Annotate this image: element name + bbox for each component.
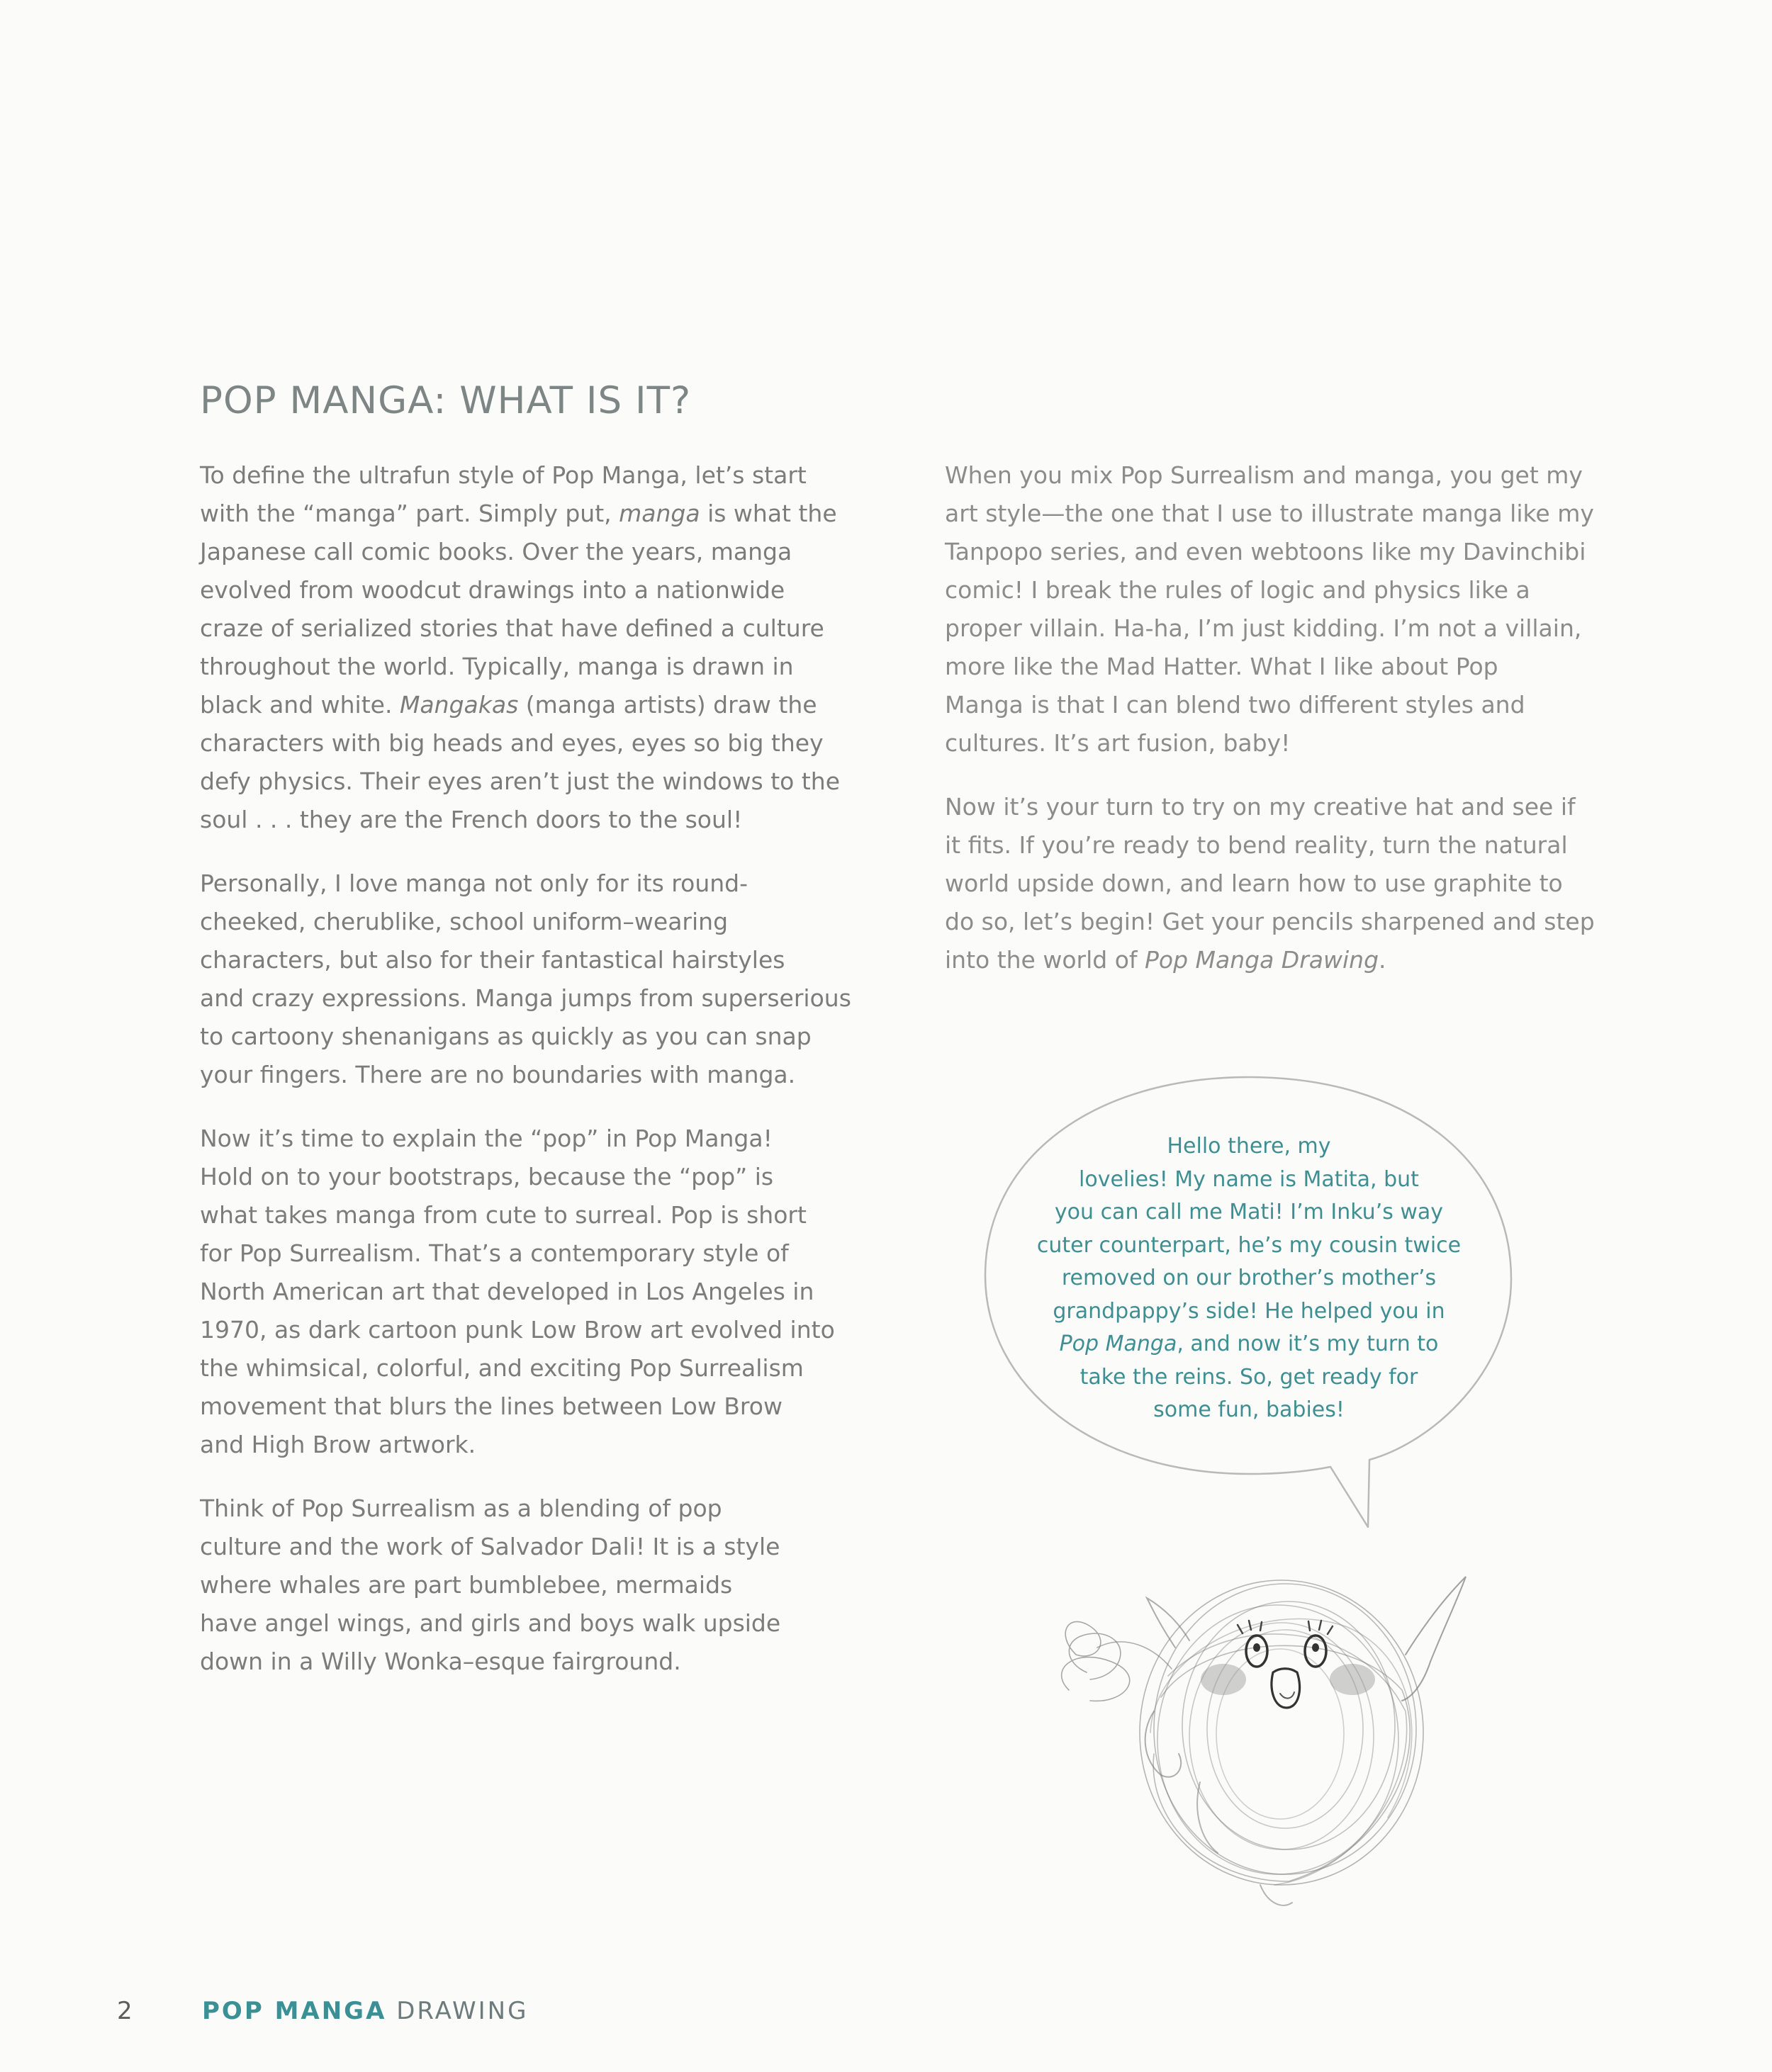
text-line: have angel wings, and girls and boys walk upside: [200, 1609, 781, 1637]
text-line: movement that blurs the lines between Low Brow: [200, 1392, 783, 1420]
text-line: it fits. If you’re ready to bend reality, turn the natural: [945, 831, 1568, 859]
bubble-line: cuter counterpart, he’s my cousin twice: [1036, 1232, 1462, 1258]
text-line: black and white. Mangakas (manga artists) draw the: [200, 691, 817, 719]
bubble-line: lovelies! My name is Matita, but: [1079, 1166, 1419, 1192]
paragraph-manga-definition: [200, 456, 852, 839]
paragraph-your-turn: [945, 788, 1615, 979]
italic-term: Mangakas: [399, 691, 519, 719]
text-line: to cartoony shenanigans as quickly as you can snap: [200, 1023, 812, 1050]
text-line: what takes manga from cute to surreal. Pop is short: [200, 1201, 807, 1229]
mati-character-sketch: [1048, 1548, 1501, 1945]
text-line: culture and the work of Salvador Dali! It is a style: [200, 1533, 780, 1560]
text-line: world upside down, and learn how to use graphite to: [945, 869, 1563, 897]
text-line: into the world of Pop Manga Drawing.: [945, 946, 1386, 974]
text-line: Tanpopo series, and even webtoons like my Davinchibi: [945, 538, 1586, 565]
text-line: characters with big heads and eyes, eyes so big they: [200, 729, 824, 757]
page-number: 2: [117, 1997, 135, 2025]
text-line: do so, let’s begin! Get your pencils sharpened and step: [945, 908, 1595, 935]
bubble-line: take the reins. So, get ready for: [1080, 1364, 1418, 1390]
text-line: craze of serialized stories that have defined a culture: [200, 614, 824, 642]
text-line: cheeked, cherublike, school uniform–wearing: [200, 908, 729, 935]
left-column: [200, 456, 852, 1706]
text-line: with the “manga” part. Simply put, manga is what the: [200, 500, 837, 527]
text-line: Now it’s your turn to try on my creative hat and see if: [945, 793, 1576, 821]
text-line: Hold on to your bootstraps, because the “pop” is: [200, 1163, 774, 1190]
text-line: defy physics. Their eyes aren’t just the windows to the: [200, 767, 841, 795]
right-column: [945, 456, 1615, 1005]
text-line: proper villain. Ha-ha, I’m just kidding. I’m not a villain,: [945, 614, 1582, 642]
text-line: for Pop Surrealism. That’s a contemporary style of: [200, 1239, 789, 1267]
paragraph-love-manga: [200, 865, 852, 1094]
running-title: DRAWING: [386, 1997, 529, 2025]
text-line: your fingers. There are no boundaries with manga.: [200, 1061, 796, 1088]
bubble-line: Pop Manga, and now it’s my turn to: [1059, 1331, 1439, 1356]
text-line: To define the ultrafun style of Pop Manga, let’s start: [200, 461, 807, 489]
paragraph-pop-surrealism: [200, 1490, 852, 1681]
text-line: characters, but also for their fantastical hairstyles: [200, 946, 785, 974]
text-line: Japanese call comic books. Over the years, manga: [200, 538, 792, 565]
bubble-line: removed on our brother’s mother’s: [1061, 1266, 1437, 1290]
italic-book-title: Pop Manga Drawing: [1145, 946, 1379, 974]
text-line: Now it’s time to explain the “pop” in Pop Manga!: [200, 1125, 773, 1152]
text-line: When you mix Pop Surrealism and manga, you get my: [945, 461, 1583, 489]
speech-bubble: [972, 1074, 1525, 1541]
text-line: North American art that developed in Los Angeles in: [200, 1278, 814, 1305]
text-line: evolved from woodcut drawings into a nationwide: [200, 576, 785, 604]
paragraph-art-style: [945, 456, 1615, 762]
italic-term: manga: [619, 500, 700, 527]
page-footer: [117, 1997, 528, 2025]
text-line: soul . . . they are the French doors to the soul!: [200, 806, 743, 833]
text-line: cultures. It’s art fusion, baby!: [945, 729, 1291, 757]
text-line: Think of Pop Surrealism as a blending of pop: [200, 1494, 722, 1522]
text-line: comic! I break the rules of logic and physics like a: [945, 576, 1530, 604]
text-line: art style—the one that I use to illustrate manga like my: [945, 500, 1594, 527]
text-line: Manga is that I can blend two different styles and: [945, 691, 1525, 719]
text-line: throughout the world. Typically, manga is drawn in: [200, 653, 794, 680]
text-line: Personally, I love manga not only for its round-: [200, 869, 748, 897]
running-title-accent: POP MANGA: [202, 1997, 387, 2025]
italic-book-title: Pop Manga: [1059, 1331, 1177, 1356]
text-line: more like the Mad Hatter. What I like about Pop: [945, 653, 1498, 680]
text-line: where whales are part bumblebee, mermaids: [200, 1571, 733, 1599]
text-line: 1970, as dark cartoon punk Low Brow art evolved into: [200, 1316, 835, 1344]
text-line: the whimsical, colorful, and exciting Pop Surrealism: [200, 1354, 804, 1382]
bubble-line: some fun, babies!: [1153, 1397, 1345, 1422]
text-line: down in a Willy Wonka–esque fairground.: [200, 1648, 681, 1675]
paragraph-pop-explanation: [200, 1120, 852, 1464]
bubble-line: you can call me Mati! I’m Inku’s way: [1054, 1200, 1444, 1224]
bubble-line: grandpappy’s side! He helped you in: [1053, 1298, 1445, 1324]
speech-bubble-text: [1015, 1130, 1483, 1427]
bubble-line: Hello there, my: [1167, 1134, 1331, 1159]
text-line: and High Brow artwork.: [200, 1431, 476, 1458]
page-title: POP MANGA: WHAT IS IT?: [200, 379, 692, 422]
text-line: and crazy expressions. Manga jumps from superserious: [200, 984, 851, 1012]
